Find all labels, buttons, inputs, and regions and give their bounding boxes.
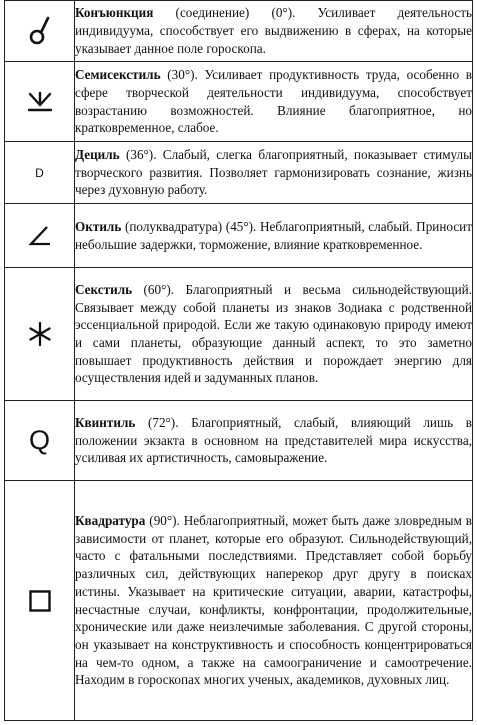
aspect-description bbox=[75, 142, 473, 204]
aspect-description bbox=[75, 268, 473, 401]
table-row bbox=[5, 401, 473, 481]
aspect-text: (соединение) (0°). Усиливает деятельность индивидуума, способствует его выдвижению в сферах, на которые указывает данное поле гороскопа. bbox=[75, 5, 472, 56]
conjunction-icon bbox=[28, 15, 52, 47]
aspect-name: Секстиль bbox=[75, 281, 133, 297]
decile-icon: D bbox=[35, 165, 44, 180]
aspect-description bbox=[75, 204, 473, 268]
table-row bbox=[5, 62, 473, 142]
aspects-table bbox=[4, 0, 473, 721]
table-row bbox=[5, 1, 473, 62]
aspect-description bbox=[75, 62, 473, 142]
aspect-text: (60°). Благоприятный и весьма сильнодействующий. Связывает между собой планеты из знаков Зодиака с родственной эссенциальной природой. Если же такую одинаковую природу имеют и сами планеты, образующие данный аспект, то это заметно повышает продуктивность действия и порождает энергию для осуществления идей и задуманных планов. bbox=[75, 281, 472, 386]
aspect-description bbox=[75, 1, 473, 62]
table-row bbox=[5, 481, 473, 721]
symbol-cell bbox=[5, 1, 75, 62]
semisextile-icon bbox=[25, 89, 55, 115]
symbol-cell bbox=[5, 268, 75, 401]
aspect-description bbox=[75, 481, 473, 721]
aspect-name: Конъюнкция bbox=[75, 5, 154, 21]
table-row bbox=[5, 204, 473, 268]
symbol-cell bbox=[5, 204, 75, 268]
aspect-name: Квадратура bbox=[75, 512, 146, 528]
aspect-name: Семисекстиль bbox=[75, 67, 161, 83]
aspect-name: Дециль bbox=[75, 146, 120, 162]
aspect-description bbox=[75, 401, 473, 481]
aspect-text: (30°). Усиливает продуктивность труда, особенно в сфере творческой деятельности индивидуума, способствует возрастанию возможностей. Влияние благоприятное, но кратковременное, слабое. bbox=[75, 67, 472, 136]
table-row bbox=[5, 268, 473, 401]
aspect-name: Квинтиль bbox=[75, 414, 136, 430]
aspect-name: Октиль bbox=[75, 218, 122, 234]
quintile-icon: Q bbox=[28, 425, 50, 455]
aspect-text: (полуквадратура) (45°). Неблагоприятный, слабый. Приносит небольшие задержки, торможение, влияние кратковременное. bbox=[75, 218, 472, 252]
symbol-cell bbox=[5, 62, 75, 142]
symbol-cell bbox=[5, 481, 75, 721]
aspect-text: (72°). Благоприятный, слабый, влияющий лишь в положении экзакта в основном на представителей мира искусства, усиливая их артистичность, самовыражение. bbox=[75, 414, 472, 466]
sextile-icon bbox=[27, 321, 53, 347]
aspect-text: (90°). Неблагоприятный, может быть даже зловредным в зависимости от планет, которые его образуют. Сильнодействующий, часто с фатальными последствиями. Представляет собой борьбу различных сил, действующих наперекор друг другу в поисках истины. Указывает на критические ситуации, аварии, катастрофы, несчастные случаи, конфликты, конфронтации, продолжительные, хронические или даже неизлечимые заболевания. С другой стороны, он указывает на конструктивность и способность концентрироваться на чем-то одном, а также на самоограничение и самоотречение. Находим в гороскопах многих ученых, академиков, духовных лиц. bbox=[75, 512, 472, 688]
symbol-cell bbox=[5, 142, 75, 204]
aspect-text: (36°). Слабый, слегка благоприятный, показывает стимулы творческого развития. Позволяет гармонизировать сознание, жизнь через духовную работу. bbox=[75, 146, 472, 198]
square-icon bbox=[28, 589, 52, 613]
table-row bbox=[5, 142, 473, 204]
symbol-cell bbox=[5, 401, 75, 481]
octile-icon bbox=[27, 224, 53, 248]
